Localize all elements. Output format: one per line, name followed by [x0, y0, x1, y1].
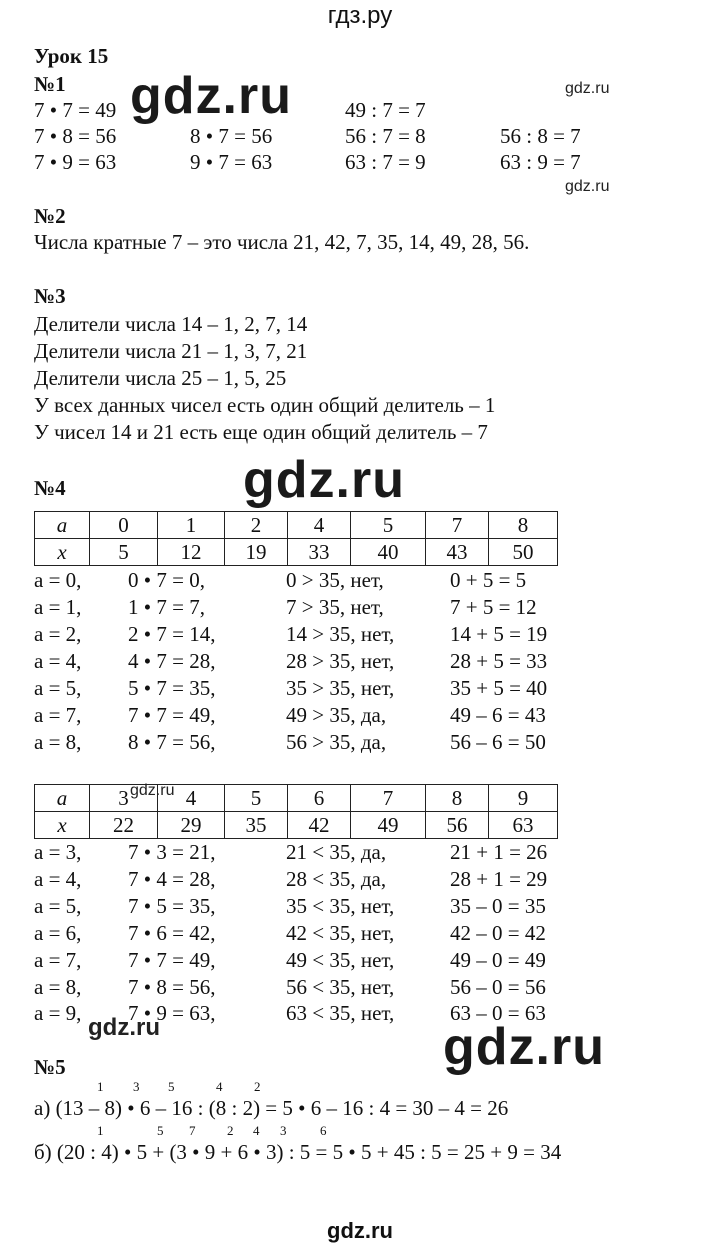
task-number: №4 [34, 476, 66, 500]
solution-cell: 0 + 5 = 5 [450, 568, 527, 592]
operation-order: 3 [280, 1123, 287, 1138]
equation: 8 • 7 = 56 [190, 124, 273, 148]
solution-cell: 28 > 35, нет, [286, 649, 395, 673]
text-line: Делители числа 14 – 1, 2, 7, 14 [34, 312, 308, 336]
table-cell: 9 [489, 785, 558, 812]
solution-cell: 56 > 35, да, [286, 730, 387, 754]
solution-cell: 7 • 7 = 49, [128, 948, 216, 972]
operation-order: 3 [133, 1079, 140, 1094]
table-cell: 1 [158, 512, 225, 539]
table-cell: 56 [426, 812, 489, 839]
operation-order: 5 [168, 1079, 175, 1094]
solution-cell: a = 4, [34, 867, 82, 891]
equation: 7 • 8 = 56 [34, 124, 117, 148]
table-cell: 5 [351, 512, 426, 539]
equation: 9 • 7 = 63 [190, 150, 273, 174]
equation: 63 : 9 = 7 [500, 150, 581, 174]
operation-order: 2 [227, 1123, 234, 1138]
table-cell: 12 [158, 539, 225, 566]
table-cell: 40 [351, 539, 426, 566]
table-cell: 3 [90, 785, 158, 812]
solution-cell: 63 < 35, нет, [286, 1001, 395, 1025]
solution-cell: a = 7, [34, 948, 82, 972]
expression-b: б) (20 : 4) • 5 + (3 • 9 + 6 • 3) : 5 = 5 • 5 + 45 : 5 = 25 + 9 = 34 [34, 1140, 562, 1164]
table-cell: 29 [158, 812, 225, 839]
operation-order: 1 [97, 1079, 104, 1094]
table-cell: 35 [225, 812, 288, 839]
solution-cell: a = 9, [34, 1001, 82, 1025]
solution-cell: 7 • 7 = 49, [128, 703, 216, 727]
operation-order: 7 [189, 1123, 196, 1138]
solution-cell: 49 – 0 = 49 [450, 948, 546, 972]
solution-cell: 35 < 35, нет, [286, 894, 395, 918]
solution-cell: 5 • 7 = 35, [128, 676, 216, 700]
solution-cell: 7 • 4 = 28, [128, 867, 216, 891]
solution-cell: 28 + 5 = 33 [450, 649, 548, 673]
solution-cell: 4 • 7 = 28, [128, 649, 216, 673]
solution-cell: 35 > 35, нет, [286, 676, 395, 700]
solution-cell: 2 • 7 = 14, [128, 622, 216, 646]
operation-order: 4 [253, 1123, 260, 1138]
watermark-text: gdz.ru [88, 1014, 160, 1041]
solution-cell: 14 + 5 = 19 [450, 622, 548, 646]
table-cell: 63 [489, 812, 558, 839]
operation-order: 5 [157, 1123, 164, 1138]
watermark-logo: gdz.ru [130, 67, 292, 125]
table-cell: 0 [90, 512, 158, 539]
task-number: №5 [34, 1055, 66, 1079]
solution-cell: a = 5, [34, 894, 82, 918]
solution-cell: 8 • 7 = 56, [128, 730, 216, 754]
task2-answer: Числа кратные 7 – это числа 21, 42, 7, 35, 14, 49, 28, 56. [34, 230, 530, 254]
solution-cell: 35 + 5 = 40 [450, 676, 548, 700]
watermark-text: gdz.ru [565, 178, 610, 195]
watermark-logo: gdz.ru [243, 451, 405, 509]
solution-cell: a = 1, [34, 595, 82, 619]
site-footer: gdz.ru [327, 1218, 393, 1243]
task-number: №2 [34, 204, 66, 228]
equation: 56 : 7 = 8 [345, 124, 426, 148]
watermark-text: gdz.ru [130, 782, 175, 799]
table-cell: 8 [489, 512, 558, 539]
table-cell: 2 [225, 512, 288, 539]
solution-cell: a = 6, [34, 921, 82, 945]
table-row [35, 512, 558, 539]
table-cell: 4 [288, 512, 351, 539]
table-cell: 33 [288, 539, 351, 566]
solution-cell: 7 > 35, нет, [286, 595, 384, 619]
solution-cell: 49 < 35, нет, [286, 948, 395, 972]
table-cell: 43 [426, 539, 489, 566]
table-header-a: a [35, 512, 90, 539]
table-cell: 8 [426, 785, 489, 812]
solution-cell: 49 – 6 = 43 [450, 703, 546, 727]
text-line: Делители числа 21 – 1, 3, 7, 21 [34, 339, 308, 363]
solution-cell: 28 + 1 = 29 [450, 867, 548, 891]
watermark-logo: gdz.ru [443, 1018, 605, 1076]
solution-cell: 7 • 8 = 56, [128, 975, 216, 999]
table-header-x: x [35, 539, 90, 566]
table-row [35, 785, 558, 812]
solution-cell: 7 • 5 = 35, [128, 894, 216, 918]
equation: 49 : 7 = 7 [345, 98, 426, 122]
operation-order: 2 [254, 1079, 261, 1094]
solution-cell: 56 – 0 = 56 [450, 975, 546, 999]
table-header-a: a [35, 785, 90, 812]
table-cell: 4 [158, 785, 225, 812]
expression-a: а) (13 – 8) • 6 – 16 : (8 : 2) = 5 • 6 – 16 : 4 = 30 – 4 = 26 [34, 1096, 509, 1120]
solution-cell: 63 – 0 = 63 [450, 1001, 546, 1025]
table-cell: 7 [426, 512, 489, 539]
table-cell: 22 [90, 812, 158, 839]
table-cell: 6 [288, 785, 351, 812]
table-cell: 42 [288, 812, 351, 839]
equation: 7 • 7 = 49 [34, 98, 117, 122]
operation-order: 4 [216, 1079, 223, 1094]
solution-cell: 7 • 3 = 21, [128, 840, 216, 864]
equation: 56 : 8 = 7 [500, 124, 581, 148]
solution-cell: 56 < 35, нет, [286, 975, 395, 999]
task-number: №1 [34, 72, 66, 96]
solution-cell: 14 > 35, нет, [286, 622, 395, 646]
table-row [35, 539, 558, 566]
solution-cell: 7 • 9 = 63, [128, 1001, 216, 1025]
solution-cell: a = 7, [34, 703, 82, 727]
table-cell: 50 [489, 539, 558, 566]
table-cell: 19 [225, 539, 288, 566]
site-header: гдз.ру [327, 2, 393, 29]
text-line: У чисел 14 и 21 есть еще один общий делитель – 7 [34, 420, 488, 444]
solution-cell: 1 • 7 = 7, [128, 595, 205, 619]
table-cell: 7 [351, 785, 426, 812]
operation-order: 6 [320, 1123, 327, 1138]
solution-cell: 21 < 35, да, [286, 840, 387, 864]
solution-cell: a = 8, [34, 975, 82, 999]
operation-order: 1 [97, 1123, 104, 1138]
table-header-x: x [35, 812, 90, 839]
solution-cell: a = 4, [34, 649, 82, 673]
solution-cell: a = 5, [34, 676, 82, 700]
text-line: У всех данных чисел есть один общий делитель – 1 [34, 393, 496, 417]
values-table [34, 511, 558, 566]
solution-cell: 42 < 35, нет, [286, 921, 395, 945]
solution-cell: 7 • 6 = 42, [128, 921, 216, 945]
solution-cell: 56 – 6 = 50 [450, 730, 546, 754]
values-table [34, 784, 558, 839]
solution-cell: 21 + 1 = 26 [450, 840, 548, 864]
solution-cell: a = 8, [34, 730, 82, 754]
solution-cell: a = 3, [34, 840, 82, 864]
task-number: №3 [34, 284, 66, 308]
equation: 7 • 9 = 63 [34, 150, 117, 174]
solution-cell: 42 – 0 = 42 [450, 921, 546, 945]
solution-cell: a = 0, [34, 568, 82, 592]
solution-cell: 35 – 0 = 35 [450, 894, 546, 918]
table-cell: 49 [351, 812, 426, 839]
text-line: Делители числа 25 – 1, 5, 25 [34, 366, 287, 390]
table-row [35, 812, 558, 839]
table-cell: 5 [225, 785, 288, 812]
solution-cell: 49 > 35, да, [286, 703, 387, 727]
equation: 63 : 7 = 9 [345, 150, 426, 174]
solution-cell: 0 > 35, нет, [286, 568, 384, 592]
solution-cell: 7 + 5 = 12 [450, 595, 537, 619]
watermark-text: gdz.ru [565, 80, 610, 97]
solution-cell: a = 2, [34, 622, 82, 646]
solution-cell: 0 • 7 = 0, [128, 568, 205, 592]
lesson-title: Урок 15 [34, 44, 109, 68]
solution-cell: 28 < 35, да, [286, 867, 387, 891]
table-cell: 5 [90, 539, 158, 566]
